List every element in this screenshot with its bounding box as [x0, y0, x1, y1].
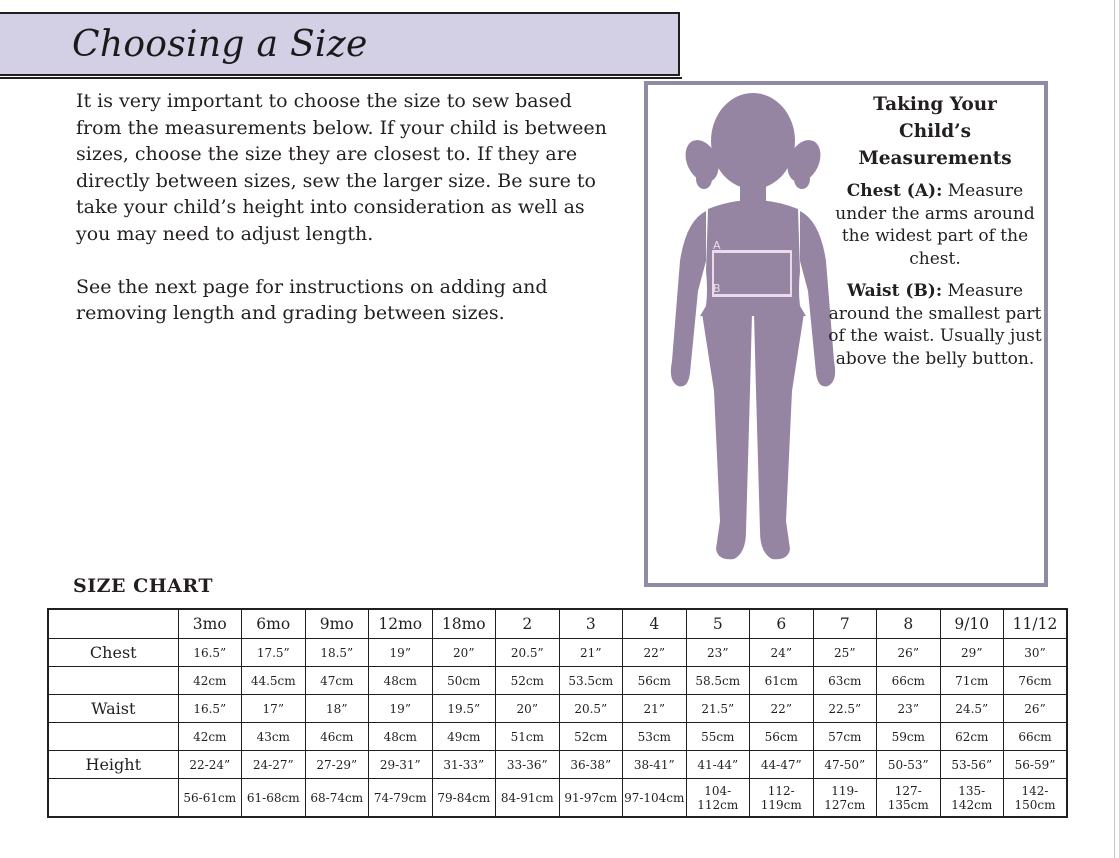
waist-label: Waist (B): — [846, 281, 943, 301]
measurement-cell: 29” — [940, 639, 1004, 667]
measurement-cell: 53.5cm — [559, 667, 623, 695]
marker-b: B — [713, 282, 721, 295]
title-banner — [0, 12, 680, 76]
size-header-cell: 6mo — [242, 609, 306, 639]
size-chart-title: SIZE CHART — [73, 575, 213, 597]
measurement-cell: 26” — [877, 639, 941, 667]
measurement-cell: 142-150cm — [1004, 779, 1068, 818]
measurement-cell: 52cm — [496, 667, 560, 695]
measurement-cell: 22.5” — [813, 695, 877, 723]
waist-text: Measure around the smallest part of the waist. Usually just above the belly button. — [828, 281, 1042, 369]
size-header-cell: 2 — [496, 609, 560, 639]
measurement-cell: 52cm — [559, 723, 623, 751]
measurement-cell: 38-41” — [623, 751, 687, 779]
size-chart-table — [47, 608, 1068, 818]
measurement-cell: 17.5” — [242, 639, 306, 667]
measurement-cell: 18.5” — [305, 639, 369, 667]
row-label-cell — [48, 779, 178, 818]
child-silhouette-figure — [658, 91, 848, 581]
size-header-row — [48, 609, 1067, 639]
measurement-cell: 27-29” — [305, 751, 369, 779]
measurement-cell: 24” — [750, 639, 814, 667]
measurement-guide — [828, 91, 1042, 380]
page-title: Choosing a Size — [72, 24, 368, 65]
measurement-cell: 19” — [369, 639, 433, 667]
measurement-cell: 22” — [750, 695, 814, 723]
measurement-cell: 17” — [242, 695, 306, 723]
measurement-cell: 66cm — [1004, 723, 1068, 751]
measurement-cell: 104-112cm — [686, 779, 750, 818]
measurement-cell: 26” — [1004, 695, 1068, 723]
measurement-cell: 21” — [559, 639, 623, 667]
measurement-cell: 20” — [432, 639, 496, 667]
chest-instruction — [828, 180, 1042, 270]
measurement-cell: 48cm — [369, 667, 433, 695]
row-label-cell — [48, 723, 178, 751]
measurement-cell: 18” — [305, 695, 369, 723]
measurement-cell: 19.5” — [432, 695, 496, 723]
measurement-cell: 24-27” — [242, 751, 306, 779]
measurement-cell: 127-135cm — [877, 779, 941, 818]
measurement-cell: 16.5” — [178, 639, 242, 667]
measurement-cell: 31-33” — [432, 751, 496, 779]
measurement-cell: 25” — [813, 639, 877, 667]
measurement-cell: 97-104cm — [623, 779, 687, 818]
measurement-cell: 66cm — [877, 667, 941, 695]
measurement-cell: 56-61cm — [178, 779, 242, 818]
measurement-cell: 119-127cm — [813, 779, 877, 818]
measurement-cell: 29-31” — [369, 751, 433, 779]
size-header-cell: 12mo — [369, 609, 433, 639]
measurement-cell: 42cm — [178, 723, 242, 751]
waist-instruction — [828, 280, 1042, 370]
measurement-cell: 30” — [1004, 639, 1068, 667]
marker-a: A — [713, 239, 721, 252]
size-header-cell: 8 — [877, 609, 941, 639]
measurement-cell: 53cm — [623, 723, 687, 751]
intro-paragraph-2: See the next page for instructions on adding and removing length and grading between sizes. — [76, 275, 548, 325]
measurement-cell: 49cm — [432, 723, 496, 751]
measurement-cell: 22” — [623, 639, 687, 667]
size-header-cell: 3 — [559, 609, 623, 639]
measurement-cell: 48cm — [369, 723, 433, 751]
measurement-cell: 62cm — [940, 723, 1004, 751]
measurement-cell: 76cm — [1004, 667, 1068, 695]
measurement-cell: 24.5” — [940, 695, 1004, 723]
row-label-cell: Height — [48, 751, 178, 779]
measurement-cell: 59cm — [877, 723, 941, 751]
measurement-cell: 56cm — [750, 723, 814, 751]
child-silhouette-icon — [658, 91, 848, 581]
measurement-cell: 33-36” — [496, 751, 560, 779]
measurement-cell: 36-38” — [559, 751, 623, 779]
size-chart-row — [48, 695, 1067, 723]
measurement-cell: 20.5” — [559, 695, 623, 723]
measurement-cell: 19” — [369, 695, 433, 723]
measurement-cell: 135-142cm — [940, 779, 1004, 818]
size-chart-row — [48, 667, 1067, 695]
page-edge-rule — [1114, 0, 1115, 858]
size-header-cell: 9mo — [305, 609, 369, 639]
measurement-cell: 55cm — [686, 723, 750, 751]
size-header-cell: 6 — [750, 609, 814, 639]
measurement-cell: 23” — [686, 639, 750, 667]
measurement-cell: 46cm — [305, 723, 369, 751]
measurement-cell: 42cm — [178, 667, 242, 695]
measurement-cell: 112-119cm — [750, 779, 814, 818]
row-label-cell — [48, 667, 178, 695]
measurement-cell: 53-56” — [940, 751, 1004, 779]
size-header-cell: 3mo — [178, 609, 242, 639]
measurement-cell: 21.5” — [686, 695, 750, 723]
chest-text: Measure under the arms around the widest part of the chest. — [835, 181, 1035, 269]
row-label-cell: Chest — [48, 639, 178, 667]
size-chart-row — [48, 639, 1067, 667]
header-corner-cell — [48, 609, 178, 639]
measurement-cell: 57cm — [813, 723, 877, 751]
size-header-cell: 9/10 — [940, 609, 1004, 639]
intro-text — [76, 88, 616, 353]
measurement-cell: 91-97cm — [559, 779, 623, 818]
size-header-cell: 11/12 — [1004, 609, 1068, 639]
measurement-heading-line1: Taking Your — [873, 94, 997, 115]
chest-label: Chest (A): — [846, 181, 943, 201]
measurement-cell: 21” — [623, 695, 687, 723]
measurement-cell: 56cm — [623, 667, 687, 695]
size-chart-body — [48, 639, 1067, 818]
size-chart-row — [48, 723, 1067, 751]
measurement-cell: 16.5” — [178, 695, 242, 723]
measurement-heading — [828, 91, 1042, 172]
measurement-cell: 20.5” — [496, 639, 560, 667]
measurement-cell: 58.5cm — [686, 667, 750, 695]
row-label-cell: Waist — [48, 695, 178, 723]
measurement-cell: 22-24” — [178, 751, 242, 779]
measurement-cell: 44.5cm — [242, 667, 306, 695]
measurement-cell: 68-74cm — [305, 779, 369, 818]
measurement-cell: 71cm — [940, 667, 1004, 695]
intro-paragraph-1: It is very important to choose the size to sew based from the measurements below. If your child is between sizes, choose the size they are closest to. If they are directly between sizes, sew the larger size. Be sure to take your child’s height into consideration as well as you may need to adjust length. — [76, 90, 607, 245]
measurement-cell: 79-84cm — [432, 779, 496, 818]
measurement-cell: 51cm — [496, 723, 560, 751]
measurement-cell: 50cm — [432, 667, 496, 695]
measurement-cell: 41-44” — [686, 751, 750, 779]
measurement-cell: 23” — [877, 695, 941, 723]
size-header-cell: 18mo — [432, 609, 496, 639]
measurement-cell: 50-53” — [877, 751, 941, 779]
measurement-cell: 84-91cm — [496, 779, 560, 818]
measurement-cell: 44-47” — [750, 751, 814, 779]
size-chart-row — [48, 779, 1067, 818]
measurement-cell: 61cm — [750, 667, 814, 695]
measurement-cell: 56-59” — [1004, 751, 1068, 779]
measurement-cell: 47cm — [305, 667, 369, 695]
measurement-cell: 47-50” — [813, 751, 877, 779]
measurement-heading-line2: Child’s Measurements — [858, 121, 1012, 169]
size-header-cell: 4 — [623, 609, 687, 639]
measurement-cell: 43cm — [242, 723, 306, 751]
measurement-cell: 61-68cm — [242, 779, 306, 818]
measurement-cell: 63cm — [813, 667, 877, 695]
size-chart-row — [48, 751, 1067, 779]
measurement-panel — [644, 81, 1048, 587]
size-header-cell: 5 — [686, 609, 750, 639]
size-header-cell: 7 — [813, 609, 877, 639]
measurement-cell: 74-79cm — [369, 779, 433, 818]
measurement-cell: 20” — [496, 695, 560, 723]
